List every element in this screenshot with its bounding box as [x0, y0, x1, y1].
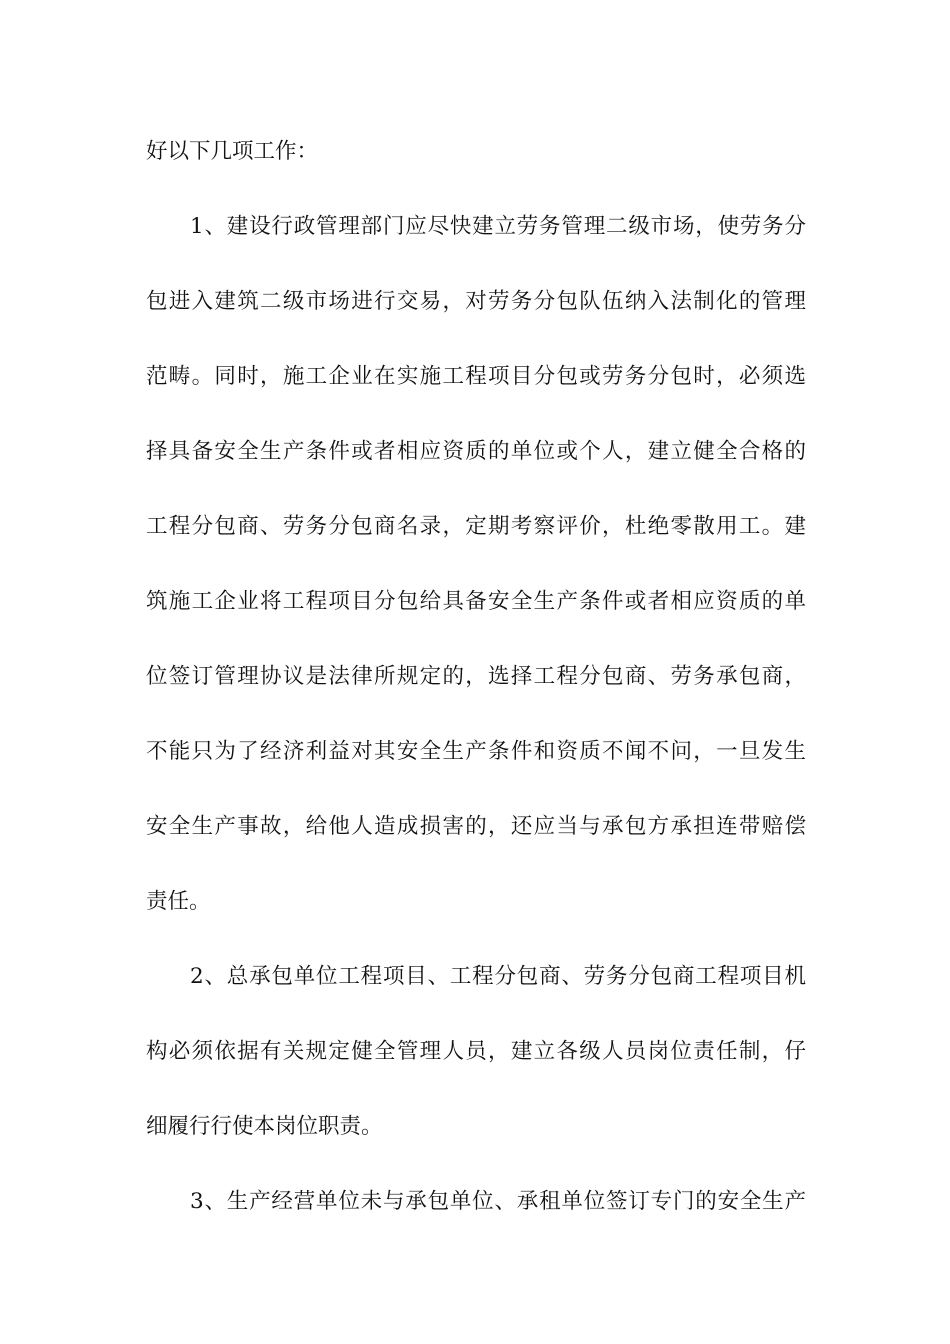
paragraph-3-line-1: 3、生产经营单位未与承包单位、承租单位签订专门的安全生产: [190, 1189, 806, 1214]
paragraph-1-line-2: 包进入建筑二级市场进行交易，对劳务分包队伍纳入法制化的管理: [146, 289, 806, 314]
paragraph-1-line-6: 筑施工企业将工程项目分包给具备安全生产条件或者相应资质的单: [146, 589, 806, 614]
text-line-1: 好以下几项工作：: [146, 139, 319, 164]
paragraph-2-line-2: 构必须依据有关规定健全管理人员，建立各级人员岗位责任制，仔: [146, 1039, 806, 1064]
paragraph-2-line-1: 2、总承包单位工程项目、工程分包商、劳务分包商工程项目机: [190, 964, 806, 989]
paragraph-1-line-1: 1、建设行政管理部门应尽快建立劳务管理二级市场，使劳务分: [190, 214, 806, 239]
paragraph-1-line-7: 位签订管理协议是法律所规定的，选择工程分包商、劳务承包商，: [146, 664, 806, 689]
paragraph-2-line-3: 细履行行使本岗位职责。: [146, 1114, 383, 1139]
paragraph-1-line-4: 择具备安全生产条件或者相应资质的单位或个人，建立健全合格的: [146, 439, 806, 464]
paragraph-1-line-3: 范畴。同时，施工企业在实施工程项目分包或劳务分包时，必须选: [146, 364, 806, 389]
paragraph-1-line-10: 责任。: [146, 889, 211, 914]
paragraph-1-line-8: 不能只为了经济利益对其安全生产条件和资质不闻不问，一旦发生: [146, 739, 806, 764]
paragraph-1-line-5: 工程分包商、劳务分包商名录，定期考察评价，杜绝零散用工。建: [146, 514, 806, 539]
paragraph-1-line-9: 安全生产事故，给他人造成损害的，还应当与承包方承担连带赔偿: [146, 814, 806, 839]
